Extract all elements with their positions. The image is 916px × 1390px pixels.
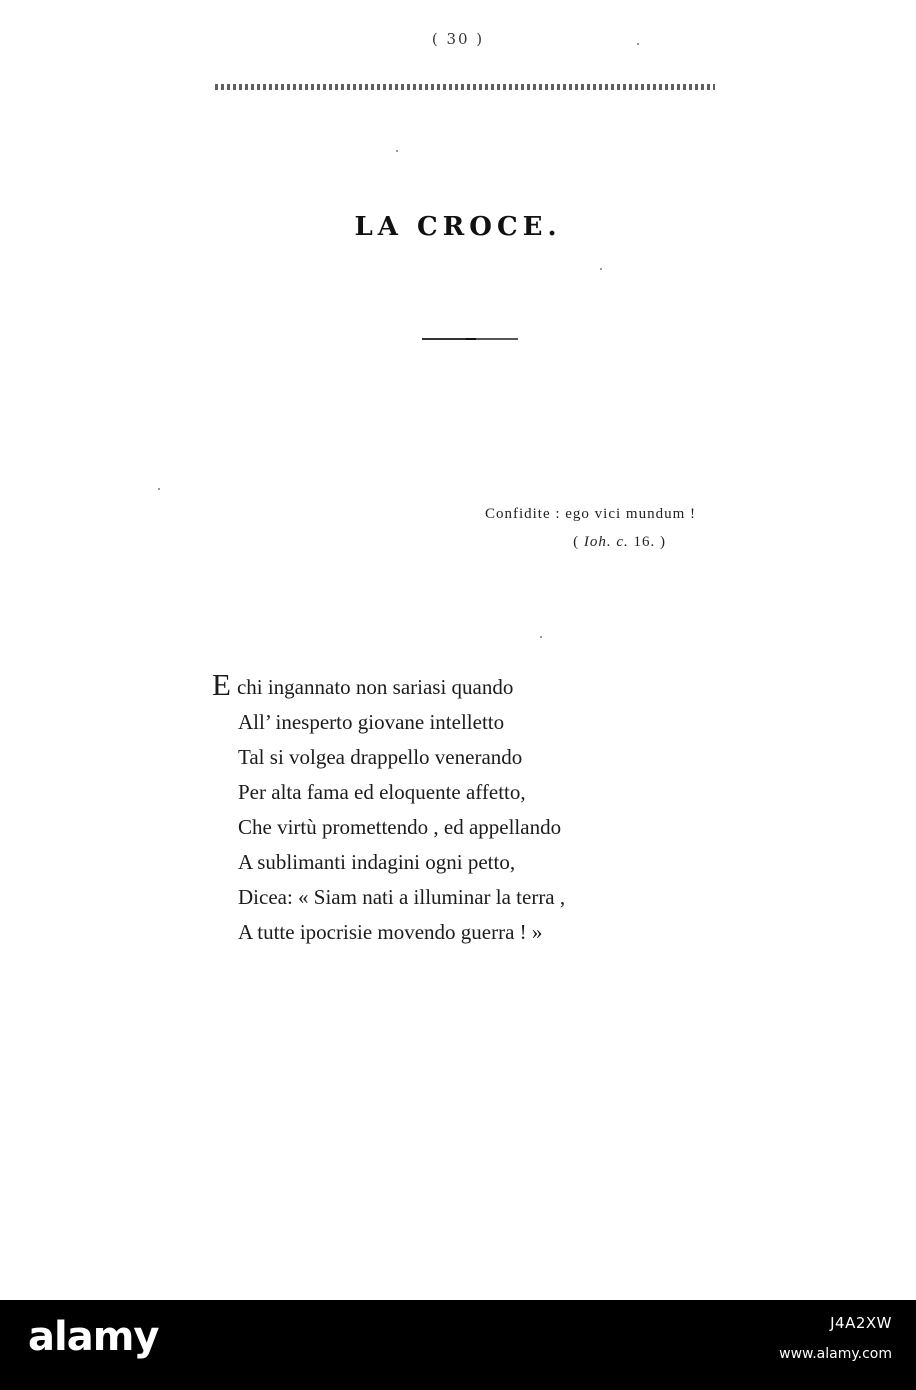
- speck-dot: [637, 43, 639, 45]
- epigraph-ref-prefix: (: [573, 534, 584, 550]
- top-ornament-rule: [215, 84, 715, 90]
- poem-stanza: [212, 667, 732, 950]
- epigraph-reference: [0, 528, 696, 556]
- epigraph-text: Confidite : ego vici mundum !: [484, 506, 696, 522]
- page-number: ( 30 ): [431, 30, 485, 48]
- poem-line: A tutte ipocrisie movendo guerra ! »: [238, 920, 543, 944]
- speck-dot: [540, 636, 542, 638]
- epigraph-ref-source: Ioh. c.: [583, 534, 629, 550]
- poem-line-text: chi ingannato non sariasi quando: [236, 675, 514, 699]
- watermark-url: www.alamy.com: [779, 1346, 892, 1362]
- poem-line: [212, 667, 732, 705]
- epigraph: [0, 500, 696, 556]
- poem-line: Che virtù promettendo , ed appellando: [238, 815, 562, 839]
- title-divider: [412, 338, 518, 340]
- image-id: J4A2XW: [830, 1314, 892, 1332]
- drop-cap: E: [212, 667, 231, 702]
- epigraph-ref-suffix: 16. ): [628, 534, 666, 550]
- poem-line: Tal si volgea drappello venerando: [238, 745, 523, 769]
- speck-dot: [600, 268, 602, 270]
- poem-line: Dicea: « Siam nati a illuminar la terra ,: [238, 885, 566, 909]
- speck-dot: [158, 488, 160, 490]
- watermark-banner: [0, 1300, 916, 1390]
- alamy-logo: alamy: [28, 1314, 159, 1360]
- poem-line: Per alta fama ed eloquente affetto,: [238, 780, 526, 804]
- poem-title: LA CROCE.: [354, 212, 562, 242]
- poem-line: A sublimanti indagini ogni petto,: [238, 850, 516, 874]
- speck-dot: [396, 150, 398, 152]
- poem-line: All’ inesperto giovane intelletto: [238, 710, 505, 734]
